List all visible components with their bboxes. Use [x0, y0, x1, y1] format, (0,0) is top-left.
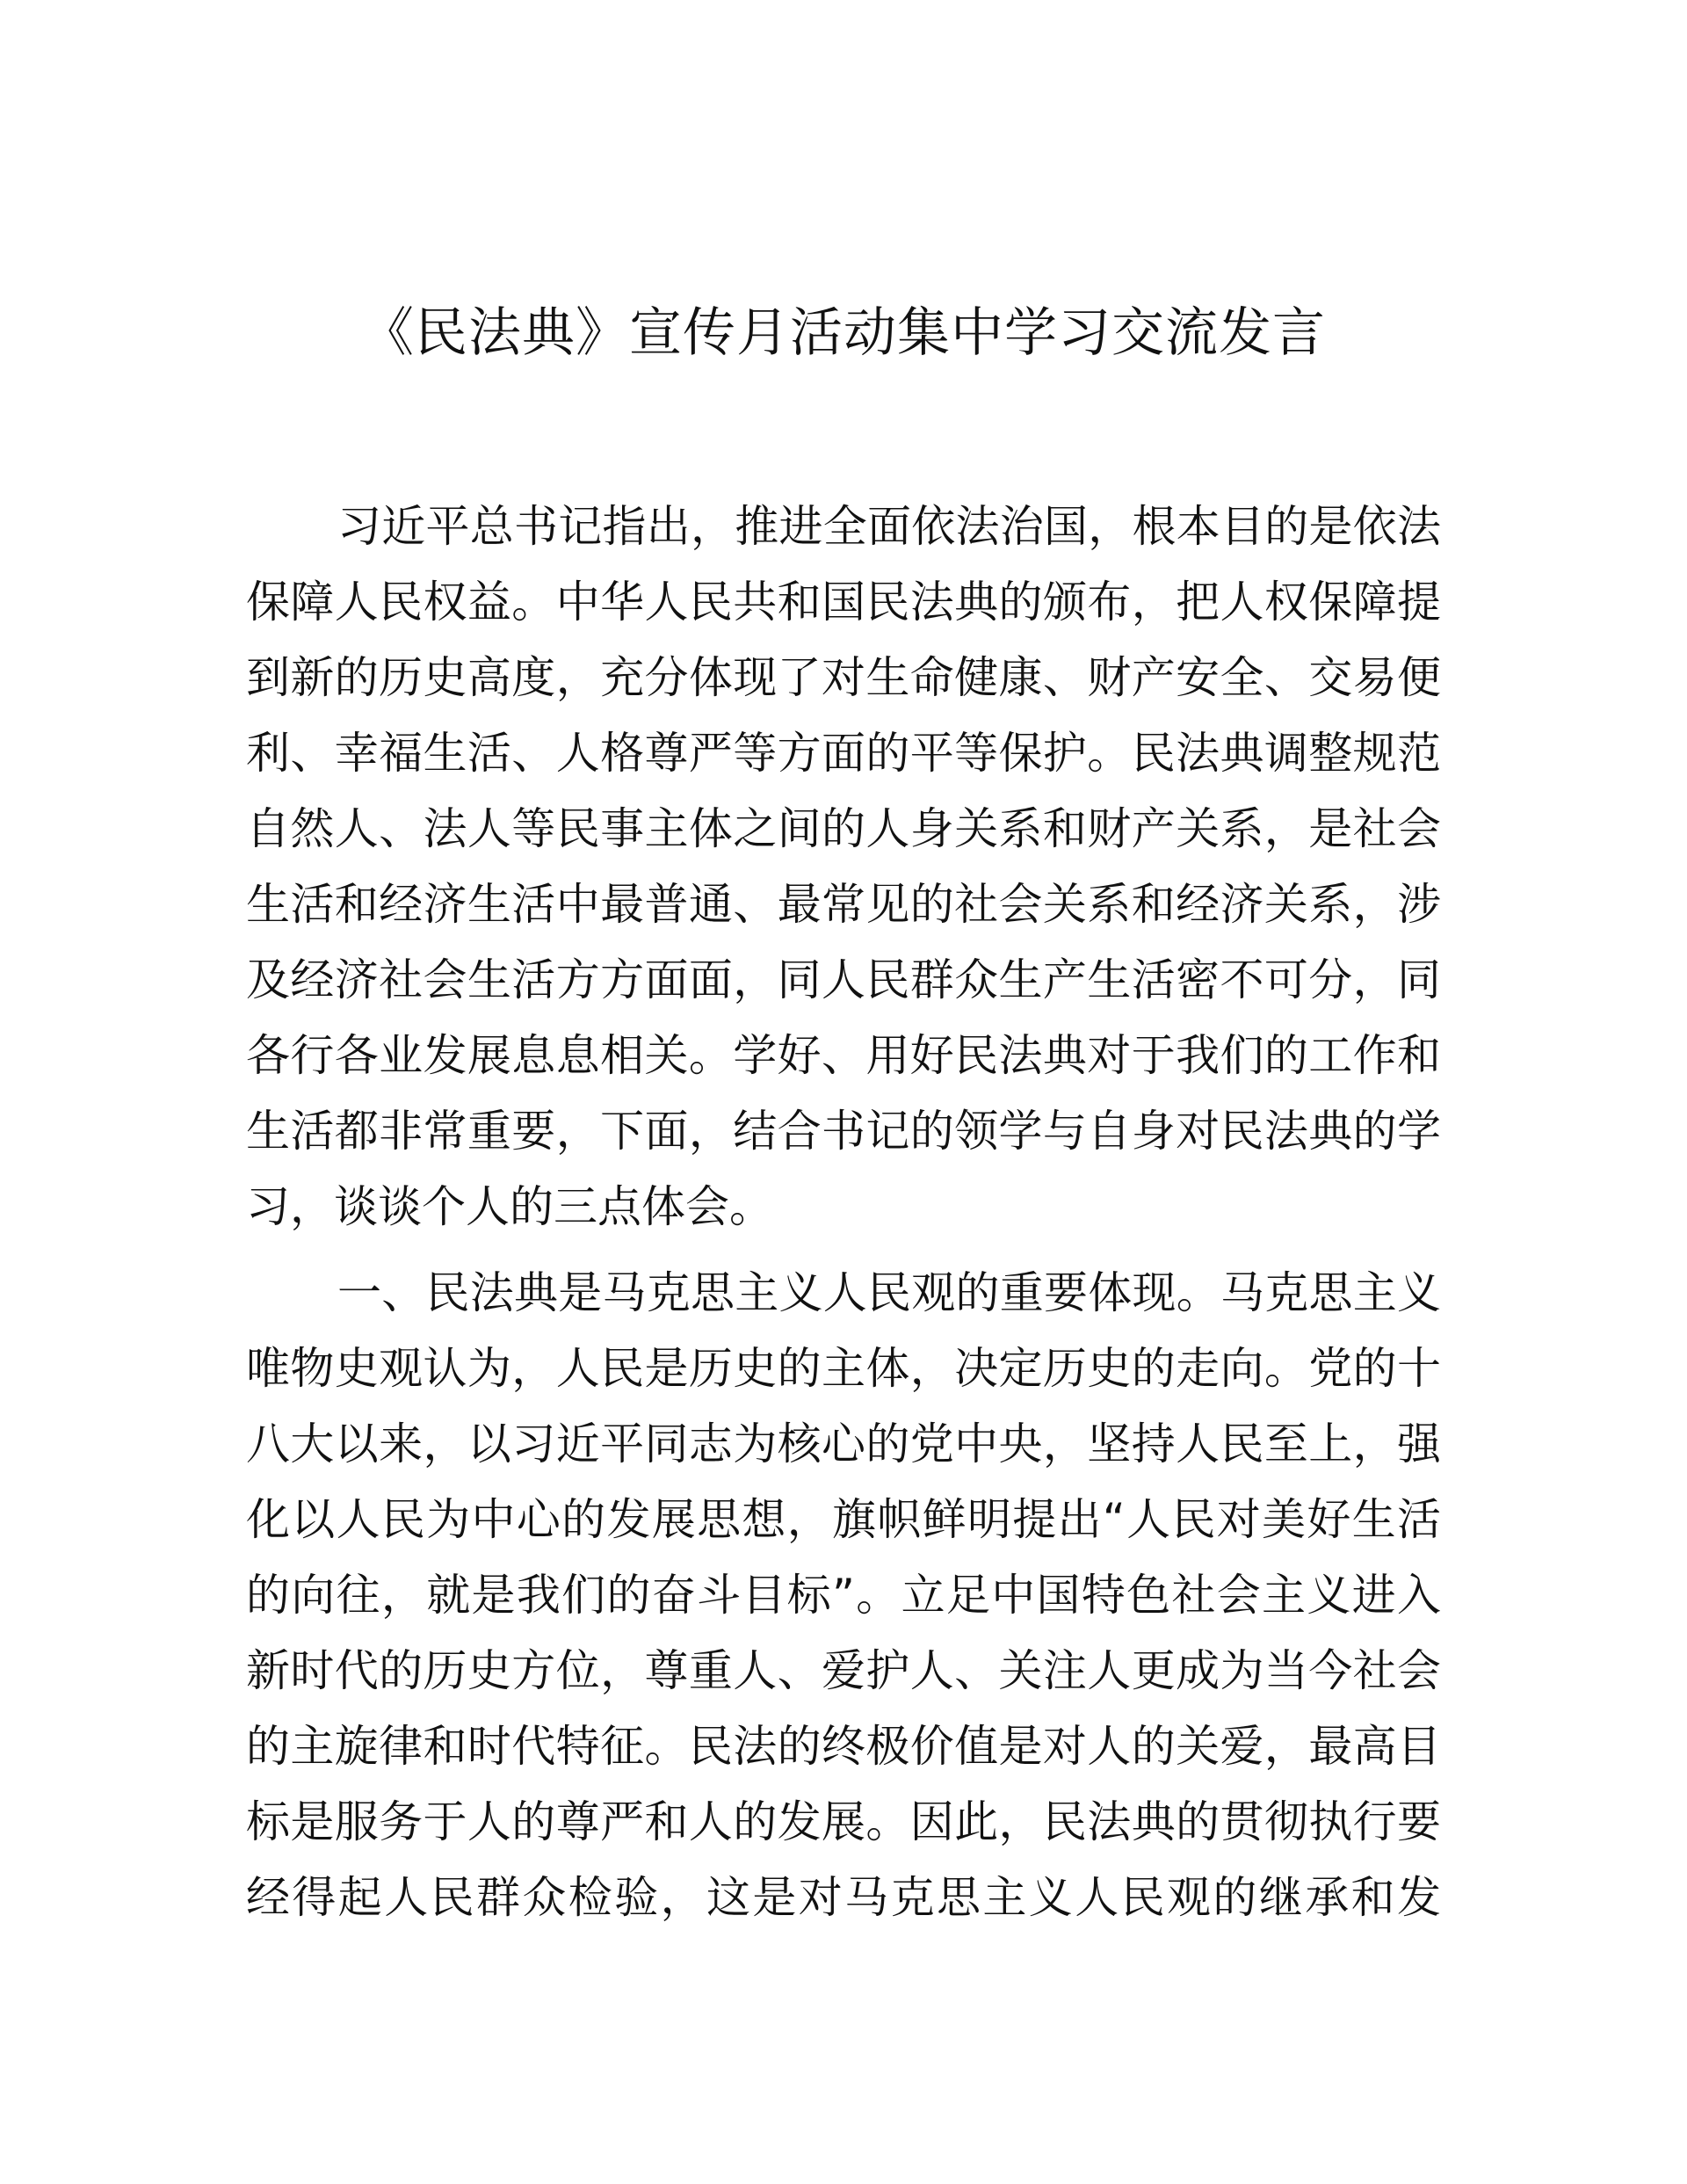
text-line: 唯物史观认为，人民是历史的主体，决定历史的走向。党的十 — [246, 1343, 1441, 1394]
text-line: 及经济社会生活方方面面，同人民群众生产生活密不可分，同 — [246, 954, 1441, 1005]
document-title: 《民法典》宣传月活动集中学习交流发言 — [361, 302, 1326, 364]
paragraph-section-one — [246, 1255, 1441, 1935]
text-line: 的向往，就是我们的奋斗目标”。立足中国特色社会主义进入 — [246, 1570, 1441, 1621]
text-line: 保障人民权益。中华人民共和国民法典的颁布，把人权保障提 — [246, 577, 1441, 628]
text-line: 生活都非常重要，下面，结合书记的领学与自身对民法典的学 — [246, 1106, 1441, 1157]
text-line: 化以人民为中心的发展思想，旗帜鲜明提出“人民对美好生活 — [246, 1494, 1441, 1545]
text-line: 自然人、法人等民事主体之间的人身关系和财产关系，是社会 — [246, 803, 1441, 854]
text-line: 习近平总书记指出，推进全面依法治国，根本目的是依法 — [337, 501, 1441, 552]
text-line: 八大以来，以习近平同志为核心的党中央，坚持人民至上，强 — [246, 1419, 1441, 1469]
text-line: 各行各业发展息息相关。学好、用好民法典对于我们的工作和 — [246, 1030, 1441, 1081]
text-line: 新时代的历史方位，尊重人、爱护人、关注人更成为当今社会 — [246, 1645, 1441, 1696]
text-line: 经得起人民群众检验，这是对马克思主义人民观的继承和发 — [246, 1872, 1441, 1923]
text-line: 一、民法典是马克思主义人民观的重要体现。马克思主义 — [337, 1267, 1441, 1318]
text-line: 的主旋律和时代特征。民法的终极价值是对人的关爱，最高目 — [246, 1721, 1441, 1772]
document-body — [246, 489, 1441, 1935]
paragraph-intro — [246, 489, 1441, 1244]
text-line: 到新的历史高度，充分体现了对生命健康、财产安全、交易便 — [246, 652, 1441, 703]
text-line: 生活和经济生活中最普通、最常见的社会关系和经济关系，涉 — [246, 879, 1441, 930]
text-line: 习，谈谈个人的三点体会。 — [246, 1181, 773, 1232]
paragraph-spacer — [246, 1244, 1441, 1255]
text-line: 利、幸福生活、人格尊严等方面的平等保护。民法典调整规范 — [246, 728, 1441, 779]
text-line: 标是服务于人的尊严和人的发展。因此，民法典的贯彻执行要 — [246, 1796, 1441, 1847]
